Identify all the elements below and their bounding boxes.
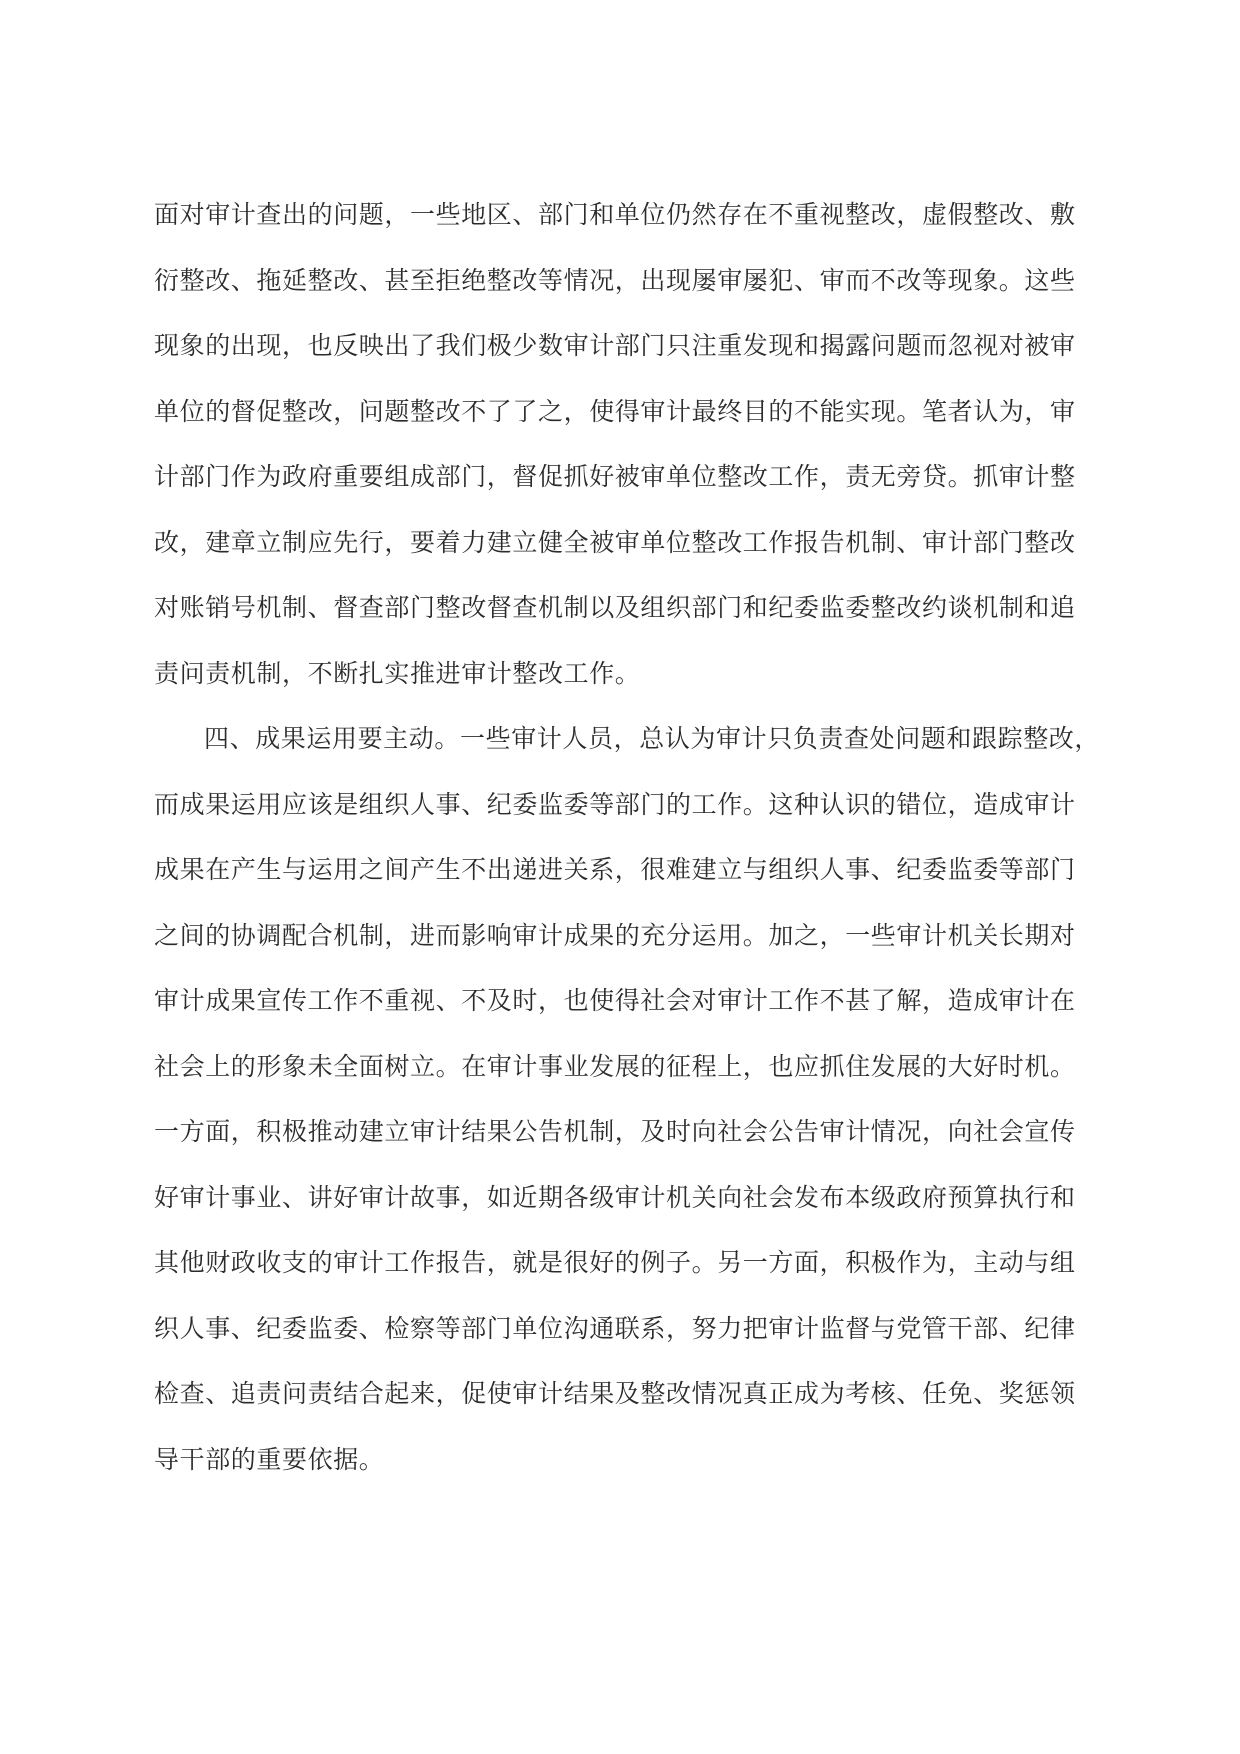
text-line: 织人事、纪委监委、检察等部门单位沟通联系，努力把审计监督与党管干部、纪律 <box>154 1313 1076 1343</box>
text-line: 之间的协调配合机制，进而影响审计成果的充分运用。加之，一些审计机关长期对 <box>154 920 1076 950</box>
paragraph-rectification <box>154 182 1076 706</box>
text-line: 一方面，积极推动建立审计结果公告机制，及时向社会公告审计情况，向社会宣传 <box>154 1117 1076 1146</box>
text-line: 改，建章立制应先行，要着力建立健全被审单位整改工作报告机制、审计部门整改 <box>154 527 1076 557</box>
text-line: 社会上的形象未全面树立。在审计事业发展的征程上，也应抓住发展的大好时机。 <box>154 1051 1076 1081</box>
text-line: 成果在产生与运用之间产生不出递进关系，很难建立与组织人事、纪委监委等部门 <box>154 855 1076 884</box>
paragraph-results-application <box>154 706 1101 1492</box>
text-line: 责问责机制，不断扎实推进审计整改工作。 <box>154 658 641 688</box>
text-line: 导干部的重要依据。 <box>154 1444 385 1474</box>
text-line: 审计成果宣传工作不重视、不及时，也使得社会对审计工作不甚了解，造成审计在 <box>154 986 1076 1015</box>
text-line: 检查、追责问责结合起来，促使审计结果及整改情况真正成为考核、任免、奖惩领 <box>154 1379 1076 1408</box>
document-body <box>154 182 1101 1492</box>
text-line: 计部门作为政府重要组成部门，督促抓好被审单位整改工作，责无旁贷。抓审计整 <box>154 462 1076 491</box>
text-line: 对账销号机制、督查部门整改督查机制以及组织部门和纪委监委整改约谈机制和追 <box>154 593 1076 622</box>
text-line: 现象的出现，也反映出了我们极少数审计部门只注重发现和揭露问题而忽视对被审 <box>154 331 1076 360</box>
text-line: 面对审计查出的问题，一些地区、部门和单位仍然存在不重视整改，虚假整改、敷 <box>154 200 1076 229</box>
text-line: 其他财政收支的审计工作报告，就是很好的例子。另一方面，积极作为，主动与组 <box>154 1248 1076 1277</box>
text-line: 衍整改、拖延整改、甚至拒绝整改等情况，出现屡审屡犯、审而不改等现象。这些 <box>154 265 1076 295</box>
text-line-first: 四、成果运用要主动。一些审计人员，总认为审计只负责查处问题和跟踪整改， <box>204 724 1101 753</box>
text-line: 单位的督促整改，问题整改不了了之，使得审计最终目的不能实现。笔者认为，审 <box>154 396 1076 426</box>
text-line: 好审计事业、讲好审计故事，如近期各级审计机关向社会发布本级政府预算执行和 <box>154 1182 1076 1212</box>
text-line: 而成果运用应该是组织人事、纪委监委等部门的工作。这种认识的错位，造成审计 <box>154 789 1076 819</box>
